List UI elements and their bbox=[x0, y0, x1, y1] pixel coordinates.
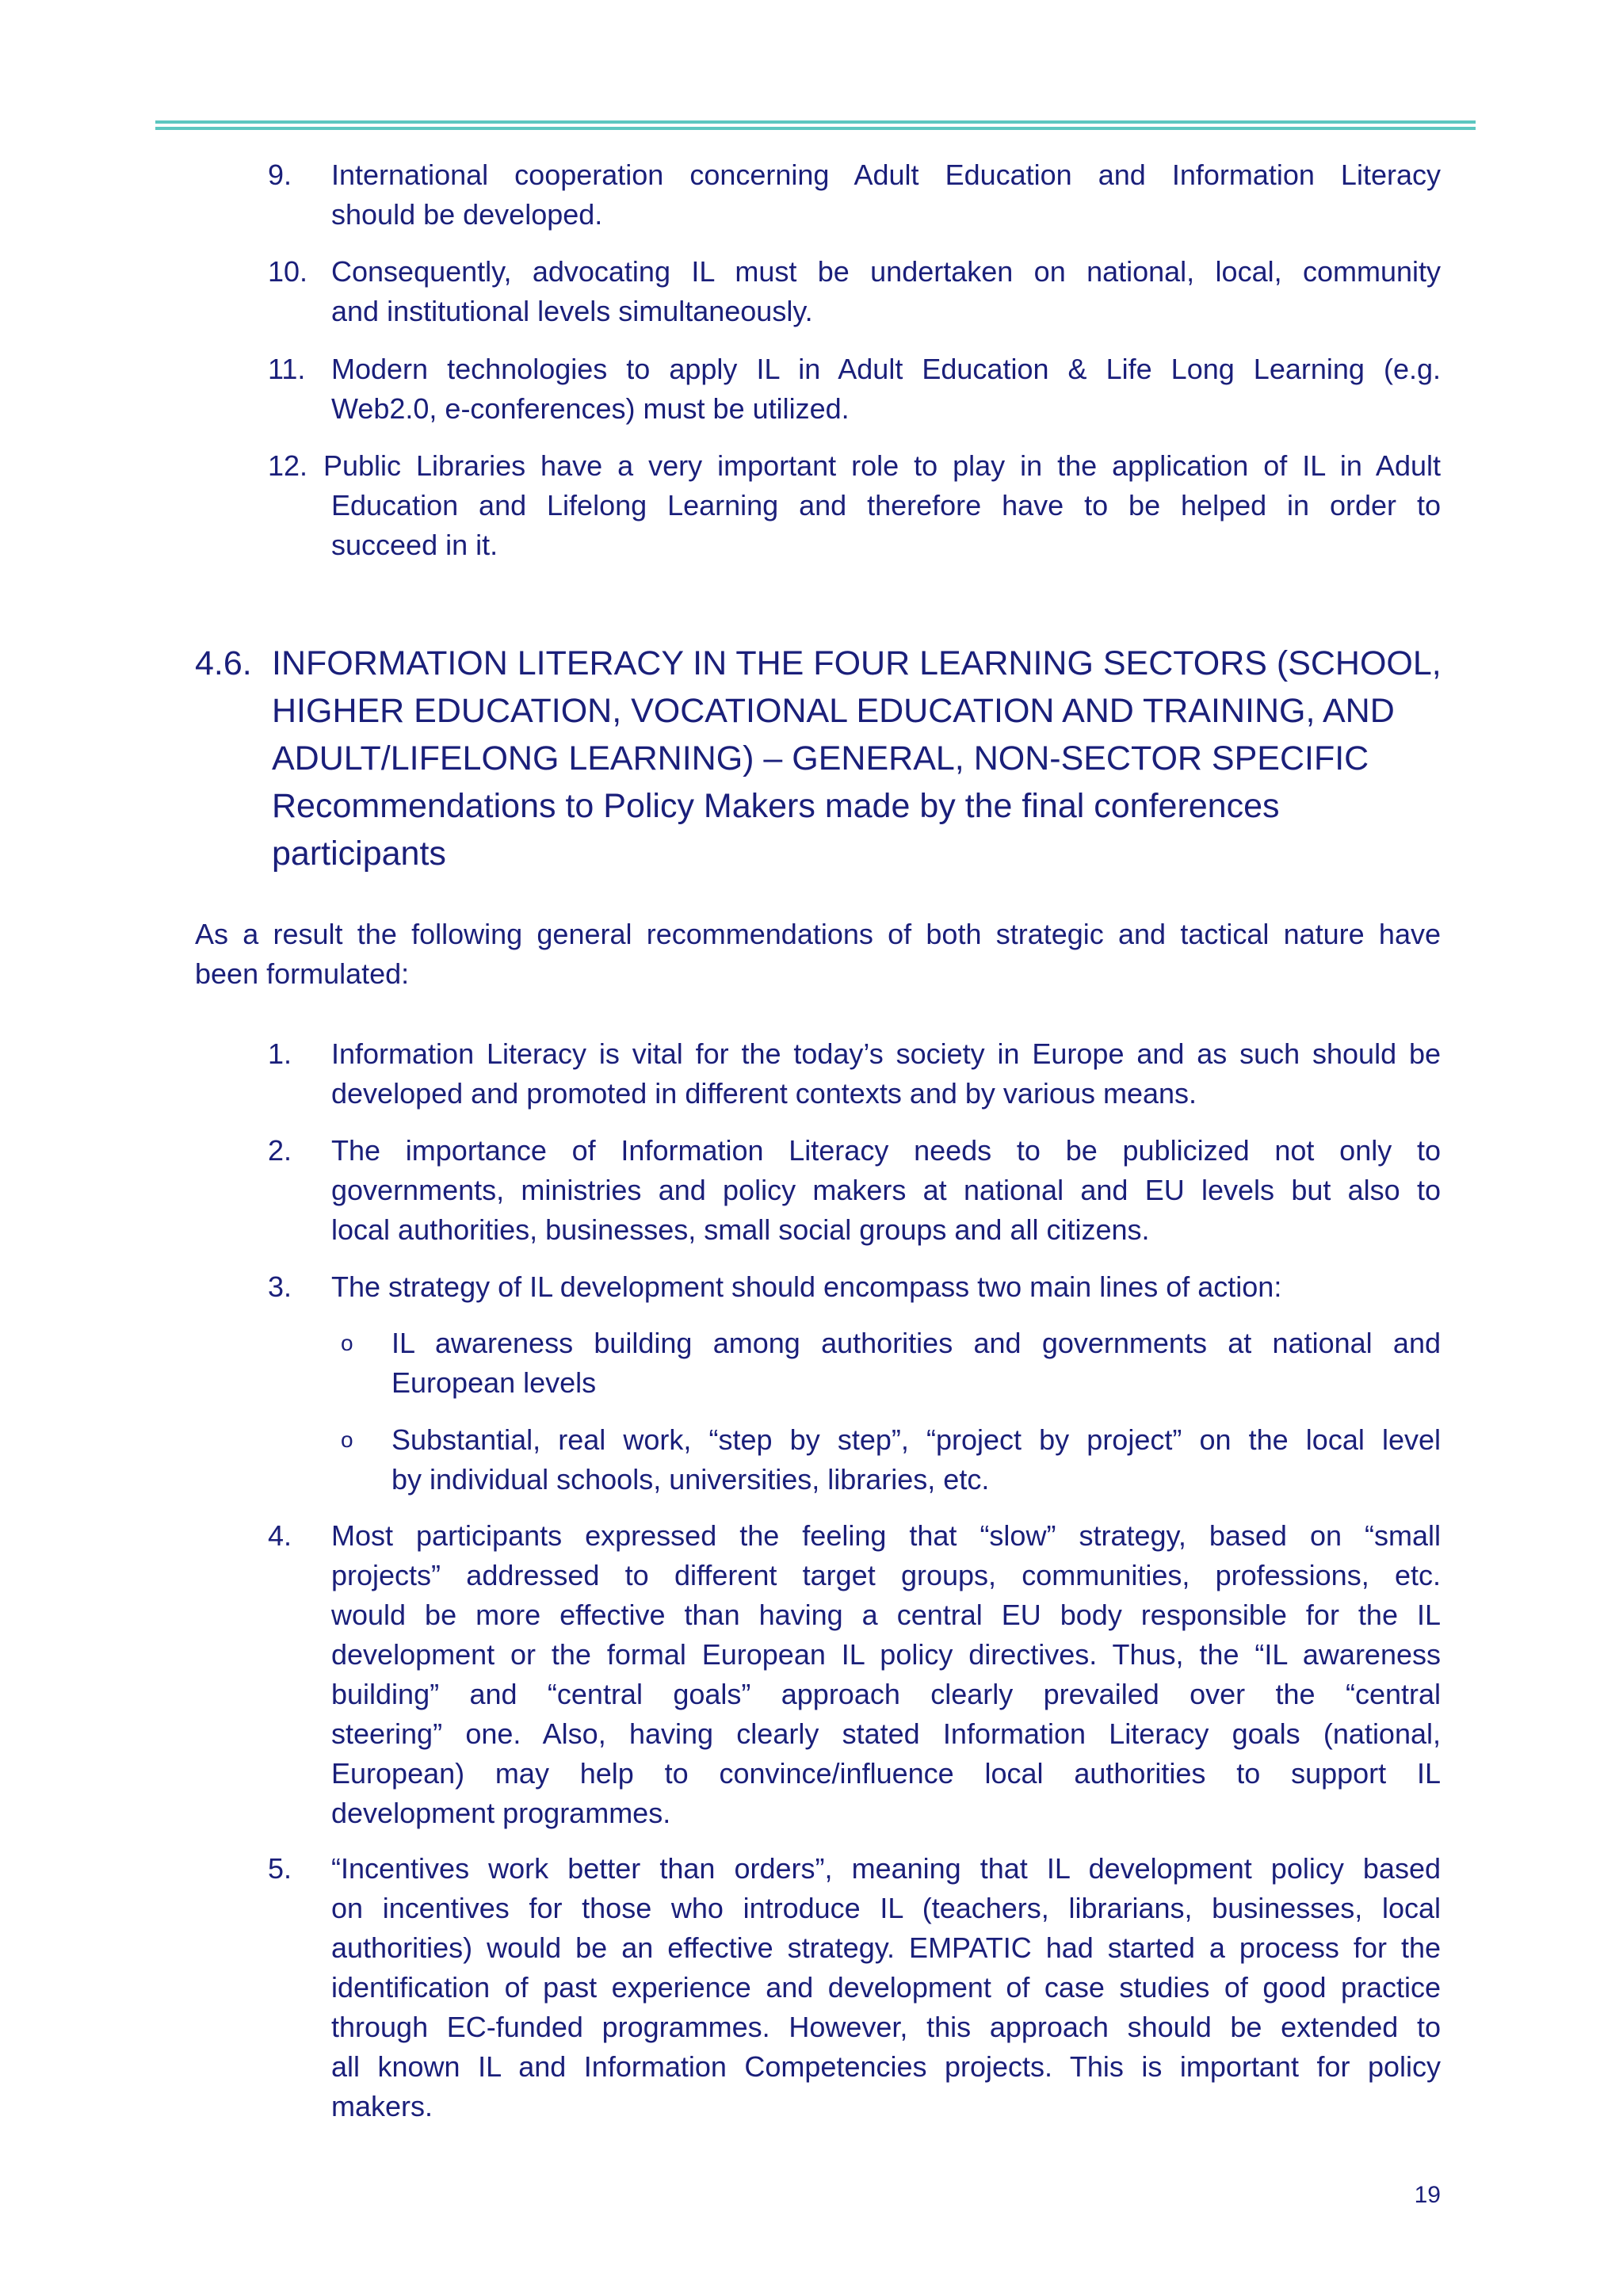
paragraph-line: been formulated: bbox=[195, 957, 410, 990]
list-line: would be more effective than having a central EU body responsible for the IL bbox=[331, 1599, 1441, 1631]
list-item-5 bbox=[268, 1849, 1441, 2126]
sub-bullet-item bbox=[341, 1324, 1441, 1403]
list-item-1 bbox=[268, 1034, 1441, 1114]
list-line: local authorities, businesses, small social groups and all citizens. bbox=[331, 1213, 1150, 1246]
sub-bullet-item bbox=[341, 1420, 1441, 1499]
list-line: identification of past experience and development of case studies of good practice bbox=[331, 1971, 1441, 2004]
list-line: and institutional levels simultaneously. bbox=[331, 295, 813, 327]
list-line: developed and promoted in different contexts and by various means. bbox=[331, 1077, 1197, 1110]
list-line: Modern technologies to apply IL in Adult Education & Life Long Learning (e.g. bbox=[331, 353, 1441, 385]
list-number: 11. bbox=[268, 353, 306, 385]
section-number: 4.6. bbox=[195, 644, 252, 682]
list-line: authorities) would be an effective strategy. EMPATIC had started a process for the bbox=[331, 1931, 1441, 1964]
list-line: Education and Lifelong Learning and therefore have to be helped in order to bbox=[331, 489, 1441, 521]
header-rule-top bbox=[155, 120, 1476, 124]
list-number: 1. bbox=[268, 1037, 292, 1070]
list-number: 10. bbox=[268, 255, 308, 288]
list-number: 12. bbox=[268, 449, 308, 482]
list-item-12 bbox=[268, 446, 1441, 565]
list-line: Most participants expressed the feeling that “slow” strategy, based on “small bbox=[331, 1519, 1441, 1552]
list-line: makers. bbox=[331, 2090, 433, 2122]
list-line: The strategy of IL development should encompass two main lines of action: bbox=[331, 1270, 1282, 1303]
page-number: 19 bbox=[1414, 2182, 1441, 2208]
paragraph-line: As a result the following general recommendations of both strategic and tactical nature have bbox=[195, 918, 1441, 950]
list-item-10 bbox=[268, 252, 1441, 331]
list-line: “Incentives work better than orders”, meaning that IL development policy based bbox=[331, 1852, 1441, 1885]
list-number: 5. bbox=[268, 1852, 292, 1885]
section-title-line: ADULT/LIFELONG LEARNING) – GENERAL, NON-SECTOR SPECIFIC bbox=[272, 739, 1369, 777]
list-line: by individual schools, universities, libraries, etc. bbox=[391, 1463, 990, 1496]
section-title-line: Recommendations to Policy Makers made by the final conferences bbox=[272, 787, 1280, 825]
list-line: Consequently, advocating IL must be undertaken on national, local, community bbox=[331, 255, 1441, 288]
list-line: Public Libraries have a very important role to play in the application of IL in Adult bbox=[323, 449, 1441, 482]
section-heading bbox=[195, 640, 1463, 877]
list-line: on incentives for those who introduce IL (teachers, librarians, businesses, local bbox=[331, 1892, 1441, 1924]
list-item-2 bbox=[268, 1131, 1441, 1250]
list-line: should be developed. bbox=[331, 198, 603, 231]
list-line: Information Literacy is vital for the today’s society in Europe and as such should be bbox=[331, 1037, 1441, 1070]
list-item-3 bbox=[268, 1267, 1441, 1307]
intro-paragraph bbox=[195, 915, 1441, 994]
list-line: IL awareness building among authorities and governments at national and bbox=[391, 1327, 1441, 1359]
list-line: steering” one. Also, having clearly stated Information Literacy goals (national, bbox=[331, 1717, 1441, 1750]
bullet-icon: o bbox=[341, 1331, 353, 1355]
list-line: The importance of Information Literacy needs to be publicized not only to bbox=[331, 1134, 1441, 1167]
list-line: through EC-funded programmes. However, this approach should be extended to bbox=[331, 2011, 1441, 2043]
section-title-line: HIGHER EDUCATION, VOCATIONAL EDUCATION AND TRAINING, AND bbox=[272, 692, 1395, 730]
section-title-line: INFORMATION LITERACY IN THE FOUR LEARNING SECTORS (SCHOOL, bbox=[272, 644, 1442, 682]
list-number: 9. bbox=[268, 159, 292, 191]
list-item-9 bbox=[268, 155, 1441, 235]
list-line: European levels bbox=[391, 1366, 597, 1399]
list-item-4 bbox=[268, 1516, 1441, 1833]
list-line: building” and “central goals” approach clearly prevailed over the “central bbox=[331, 1678, 1441, 1710]
list-line: all known IL and Information Competencies projects. This is important for policy bbox=[331, 2050, 1441, 2083]
list-line: development programmes. bbox=[331, 1797, 671, 1829]
list-line: International cooperation concerning Adult Education and Information Literacy bbox=[331, 159, 1441, 191]
header-rule-bottom bbox=[155, 127, 1476, 130]
bullet-icon: o bbox=[341, 1427, 353, 1452]
list-line: European) may help to convince/influence local authorities to support IL bbox=[331, 1757, 1441, 1790]
list-number: 4. bbox=[268, 1519, 292, 1552]
section-title-line: participants bbox=[272, 835, 446, 873]
list-number: 3. bbox=[268, 1270, 292, 1303]
list-line: succeed in it. bbox=[331, 529, 498, 561]
list-line: Web2.0, e-conferences) must be utilized. bbox=[331, 392, 850, 425]
list-line: development or the formal European IL policy directives. Thus, the “IL awareness bbox=[331, 1638, 1441, 1671]
list-line: projects” addressed to different target groups, communities, professions, etc. bbox=[331, 1559, 1441, 1591]
list-line: governments, ministries and policy makers at national and EU levels but also to bbox=[331, 1174, 1441, 1206]
list-item-11 bbox=[268, 350, 1441, 429]
list-number: 2. bbox=[268, 1134, 292, 1167]
list-line: Substantial, real work, “step by step”, “project by project” on the local level bbox=[391, 1423, 1441, 1456]
